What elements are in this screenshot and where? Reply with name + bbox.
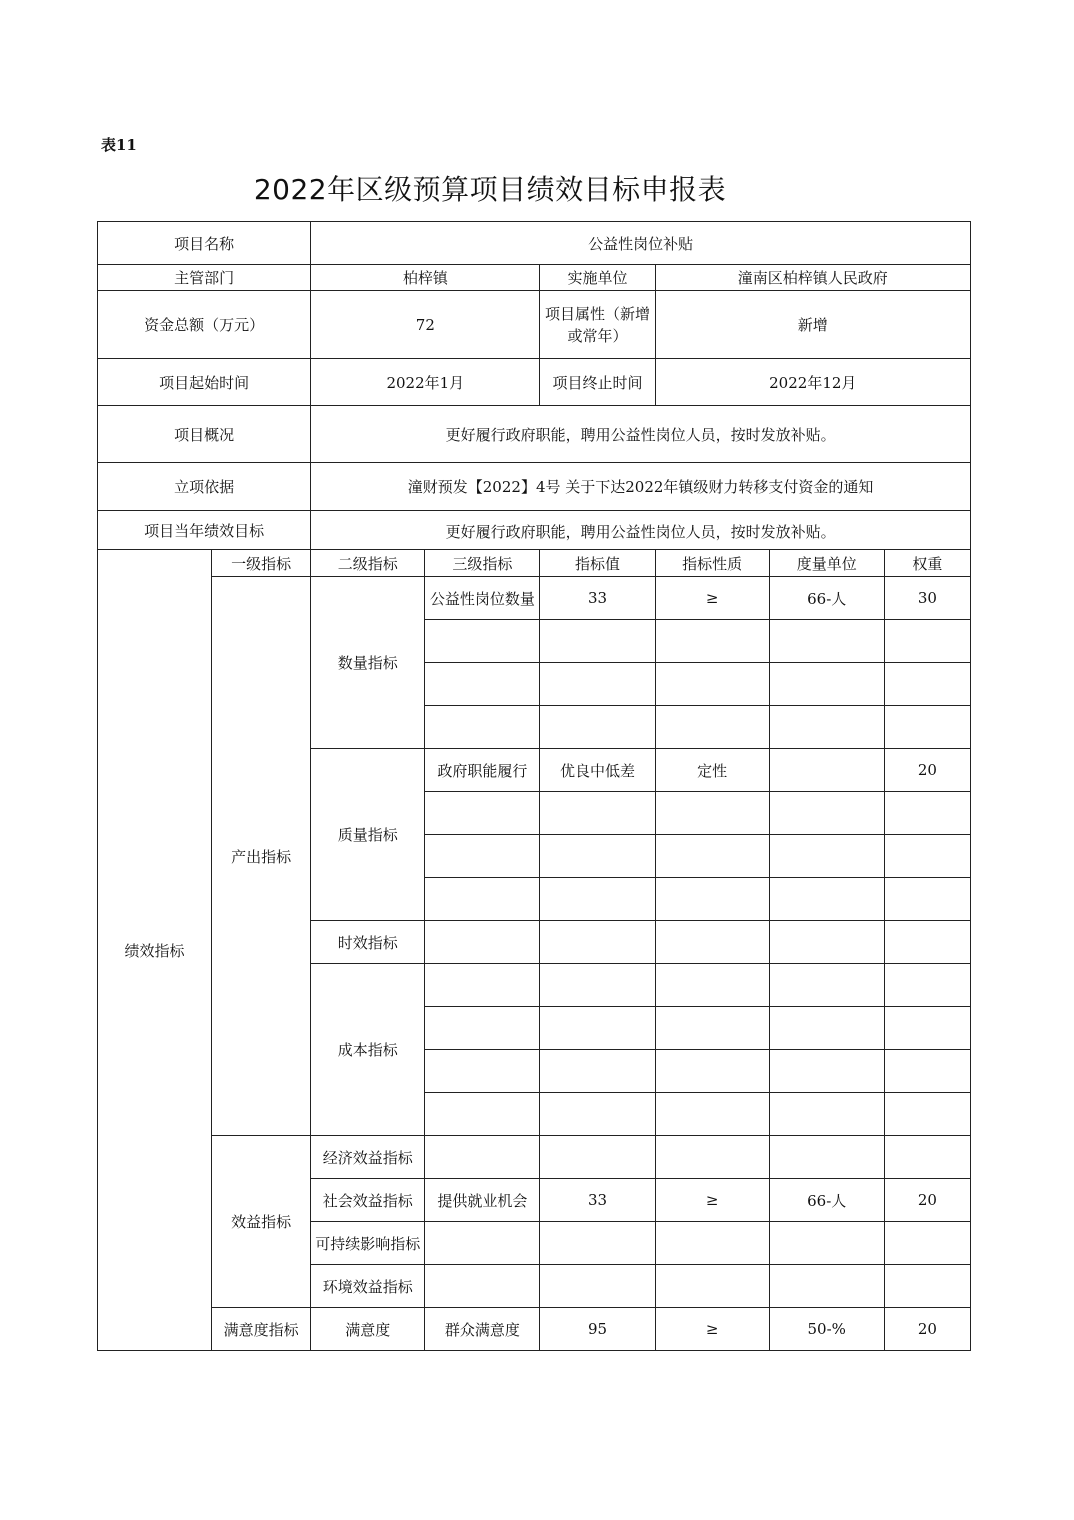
impl-value: 潼南区柏梓镇人民政府 — [655, 265, 970, 291]
social-value: 33 — [540, 1179, 655, 1222]
attr-label: 项目属性（新增或常年） — [540, 291, 655, 359]
dept-label: 主管部门 — [98, 265, 311, 291]
basis-label: 立项依据 — [98, 463, 311, 511]
sustain-indicators-label: 可持续影响指标 — [311, 1222, 425, 1265]
project-name-value: 公益性岗位补贴 — [311, 222, 971, 265]
quality-l3: 政府职能履行 — [425, 749, 540, 792]
end-label: 项目终止时间 — [540, 359, 655, 406]
basis-value: 潼财预发【2022】4号 关于下达2022年镇级财力转移支付资金的通知 — [311, 463, 971, 511]
header-level2: 二级指标 — [311, 550, 425, 577]
satisfaction-weight: 20 — [884, 1308, 970, 1351]
start-value: 2022年1月 — [311, 359, 540, 406]
satisfaction-l2: 满意度 — [311, 1308, 425, 1351]
quality-weight: 20 — [884, 749, 970, 792]
satisfaction-l3: 群众满意度 — [425, 1308, 540, 1351]
satisfaction-unit: 50-% — [769, 1308, 884, 1351]
quality-unit — [769, 749, 884, 792]
end-value: 2022年12月 — [655, 359, 970, 406]
quantity-l3: 公益性岗位数量 — [425, 577, 540, 620]
quality-nature: 定性 — [655, 749, 769, 792]
funds-label: 资金总额（万元） — [98, 291, 311, 359]
benefit-indicators-label: 效益指标 — [212, 1136, 311, 1308]
impl-label: 实施单位 — [540, 265, 655, 291]
table-number: 表11 — [101, 136, 137, 154]
quantity-weight: 30 — [884, 577, 970, 620]
overview-label: 项目概况 — [98, 406, 311, 463]
header-level3: 三级指标 — [425, 550, 540, 577]
quantity-nature: ≥ — [655, 577, 769, 620]
satisfaction-value: 95 — [540, 1308, 655, 1351]
quantity-value: 33 — [540, 577, 655, 620]
satisfaction-nature: ≥ — [655, 1308, 769, 1351]
economic-indicators-label: 经济效益指标 — [311, 1136, 425, 1179]
performance-form-table — [97, 221, 971, 1351]
overview-value: 更好履行政府职能，聘用公益性岗位人员，按时发放补贴。 — [311, 406, 971, 463]
output-indicators-label: 产出指标 — [212, 577, 311, 1136]
social-indicators-label: 社会效益指标 — [311, 1179, 425, 1222]
satisfaction-indicators-label: 满意度指标 — [212, 1308, 311, 1351]
header-weight: 权重 — [884, 550, 970, 577]
attr-value: 新增 — [655, 291, 970, 359]
social-unit: 66-人 — [769, 1179, 884, 1222]
page-title: 2022年区级预算项目绩效目标申报表 — [253, 173, 727, 206]
quantity-unit: 66-人 — [769, 577, 884, 620]
header-unit: 度量单位 — [769, 550, 884, 577]
funds-value: 72 — [311, 291, 540, 359]
timeliness-indicators-label: 时效指标 — [311, 921, 425, 964]
cost-indicators-label: 成本指标 — [311, 964, 425, 1136]
start-label: 项目起始时间 — [98, 359, 311, 406]
goal-label: 项目当年绩效目标 — [98, 511, 311, 550]
social-nature: ≥ — [655, 1179, 769, 1222]
header-value: 指标值 — [540, 550, 655, 577]
performance-indicators-label: 绩效指标 — [98, 550, 212, 1351]
project-name-label: 项目名称 — [98, 222, 311, 265]
social-l3: 提供就业机会 — [425, 1179, 540, 1222]
quantity-indicators-label: 数量指标 — [311, 577, 425, 749]
header-nature: 指标性质 — [655, 550, 769, 577]
quality-value: 优良中低差 — [540, 749, 655, 792]
goal-value: 更好履行政府职能，聘用公益性岗位人员，按时发放补贴。 — [311, 511, 971, 550]
quality-indicators-label: 质量指标 — [311, 749, 425, 921]
header-level1: 一级指标 — [212, 550, 311, 577]
env-indicators-label: 环境效益指标 — [311, 1265, 425, 1308]
dept-value: 柏梓镇 — [311, 265, 540, 291]
social-weight: 20 — [884, 1179, 970, 1222]
